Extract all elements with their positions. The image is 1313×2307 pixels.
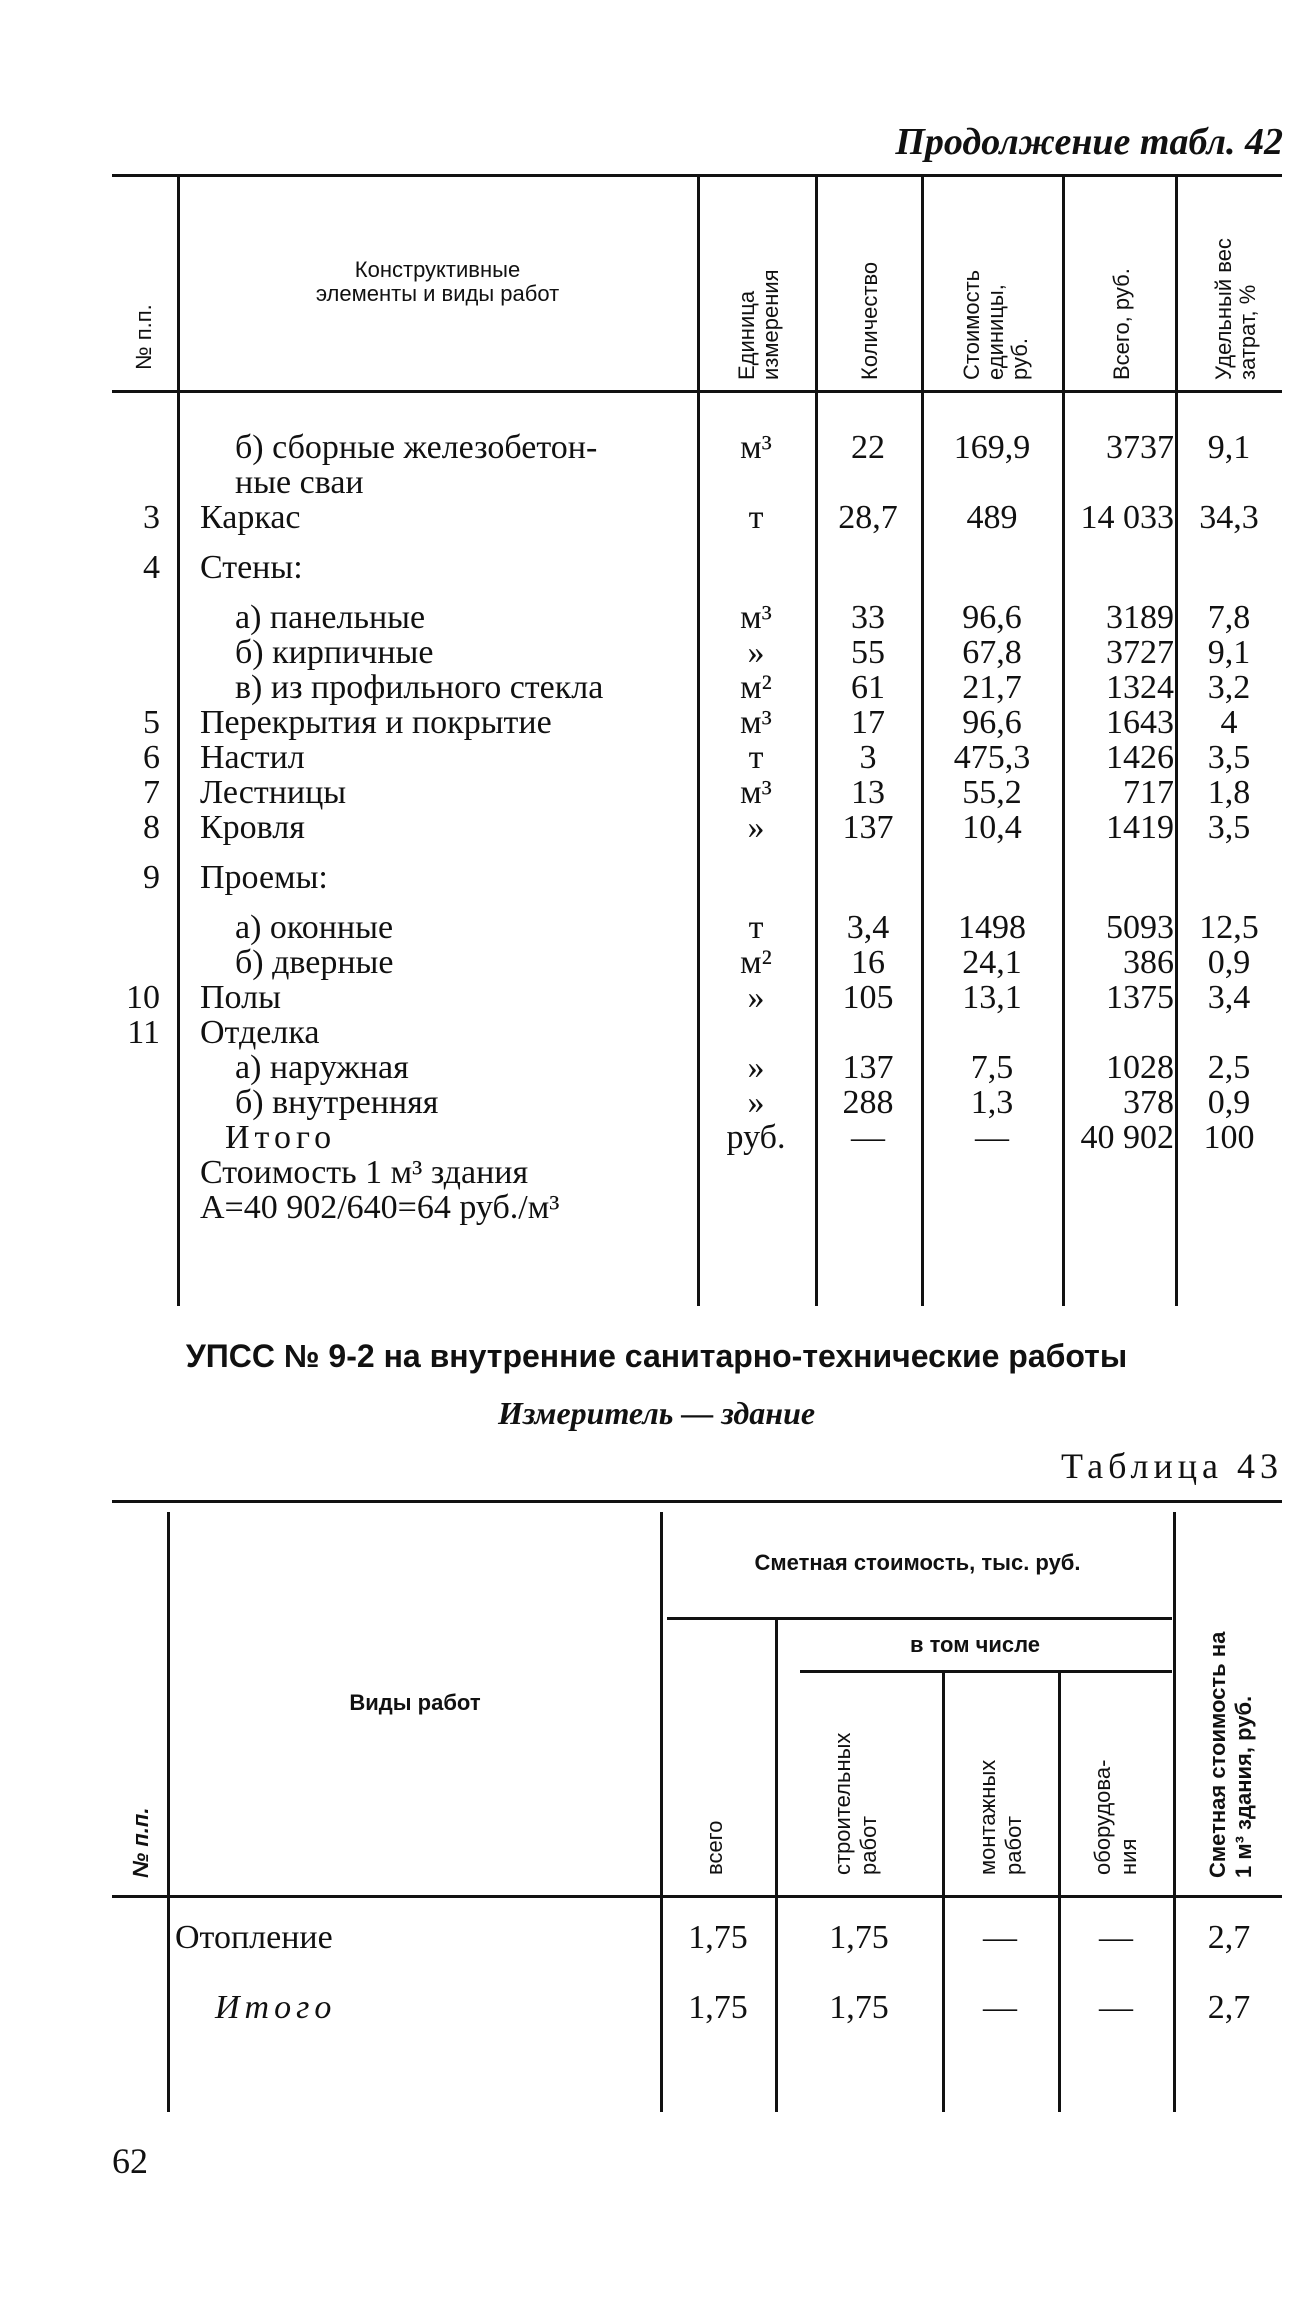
table42-header-cost-line2: единицы, xyxy=(983,284,1008,380)
table42-header-share xyxy=(1212,238,1260,380)
table42-header-cost xyxy=(960,270,1032,380)
table42-cell-share: 0,9 xyxy=(1207,944,1251,981)
table42-header-unit xyxy=(735,269,783,380)
table42-cell-unit: » xyxy=(747,809,765,846)
table42-cell-share: 1,8 xyxy=(1207,774,1251,811)
table42-cell-cost: 96,6 xyxy=(962,704,1022,741)
table42-cell-unit: т xyxy=(748,499,764,536)
table42-cell-unit: м³ xyxy=(740,429,772,466)
table43-header-construction-line2: работ xyxy=(856,1816,881,1875)
table43-col-divider xyxy=(775,1619,778,2112)
table42-cell-unit: руб. xyxy=(726,1119,786,1156)
table42-col-divider xyxy=(177,176,180,1306)
table42-cell-num: 7 xyxy=(143,774,160,811)
table42-cell-cost: — xyxy=(975,1119,1009,1156)
table42-cell-name: Кровля xyxy=(200,809,305,846)
table42-cell-unit: м³ xyxy=(740,704,772,741)
table42-cell-cost: 96,6 xyxy=(962,599,1022,636)
table42-cell-name: б) дверные xyxy=(235,944,394,981)
table42-cell-cost: 24,1 xyxy=(962,944,1022,981)
table42-cell-name: Стены: xyxy=(200,549,303,586)
table42-cell-total: 1375 xyxy=(1106,979,1174,1016)
table42-cell-total: 3727 xyxy=(1106,634,1174,671)
table42-cell-qty: 13 xyxy=(851,774,885,811)
table43-header-per-m3-line2: 1 м³ здания, руб. xyxy=(1231,1695,1256,1878)
table42-cell-qty: 3 xyxy=(859,739,877,776)
table42-cell-qty: 137 xyxy=(842,809,894,846)
table42-cell-share: 9,1 xyxy=(1207,429,1251,466)
table42-cell-name: А=40 902/640=64 руб./м³ xyxy=(200,1189,560,1226)
table43-top-rule xyxy=(112,1500,1282,1503)
table43-header-equipment-line2: ния xyxy=(1116,1838,1141,1875)
table43-header-rule xyxy=(112,1895,1282,1898)
table42-cell-share: 3,5 xyxy=(1207,809,1251,846)
table42-cell-name: б) кирпичные xyxy=(235,634,434,671)
table42-cell-share: 34,3 xyxy=(1199,499,1259,536)
table42-cell-cost: 13,1 xyxy=(962,979,1022,1016)
table43-header-installation-line1: монтажных xyxy=(975,1759,1000,1875)
table42-cell-total: 1324 xyxy=(1106,669,1174,706)
table42-cell-total: 1426 xyxy=(1106,739,1174,776)
table42-cell-cost: 1498 xyxy=(958,909,1026,946)
table42-header-element-line2: элементы и виды работ xyxy=(315,281,560,306)
table42-cell-name: Настил xyxy=(200,739,305,776)
table42-cell-share: 2,5 xyxy=(1207,1049,1251,1086)
table43-cell-installation: — xyxy=(983,1919,1017,1956)
table42-cell-total: 14 033 xyxy=(1080,499,1174,536)
table43-header-installation xyxy=(975,1760,1027,1875)
section-subtitle: Измеритель — здание xyxy=(497,1395,816,1431)
table42-cell-cost: 67,8 xyxy=(962,634,1022,671)
table42-cell-cost: 55,2 xyxy=(962,774,1022,811)
table42-cell-total: 717 xyxy=(1123,774,1174,811)
table42-cell-unit: м³ xyxy=(740,599,772,636)
table42-cell-total: 3189 xyxy=(1106,599,1174,636)
table42-cell-name: а) оконные xyxy=(235,909,394,946)
table43-header-num: № п.п. xyxy=(128,1807,153,1878)
table42-header-element xyxy=(185,258,690,306)
table42-cell-qty: 22 xyxy=(851,429,885,466)
table42-cell-unit: т xyxy=(748,739,764,776)
table42-cell-share: 3,5 xyxy=(1207,739,1251,776)
table42-cell-qty: 17 xyxy=(851,704,885,741)
table42-cell-num: 11 xyxy=(127,1014,160,1051)
table43-header-construction xyxy=(830,1733,882,1875)
table43-cell-per_m3: 2,7 xyxy=(1207,1919,1251,1956)
table-continuation-caption: Продолжение табл. 42 xyxy=(895,121,1283,163)
table43-cell-all: 1,75 xyxy=(688,1919,748,1956)
table42-cell-qty: 105 xyxy=(842,979,894,1016)
table42-cell-qty: 28,7 xyxy=(838,499,898,536)
table43-label: Таблица 43 xyxy=(1061,1446,1283,1486)
table43-cell-all: 1,75 xyxy=(688,1989,748,2026)
page-number: 62 xyxy=(112,2141,148,2181)
table42-cell-unit: » xyxy=(747,1084,765,1121)
table42-cell-name: Проемы: xyxy=(200,859,328,896)
table42-cell-share: 3,4 xyxy=(1207,979,1251,1016)
table42-cell-share: 7,8 xyxy=(1207,599,1251,636)
table42-header-unit-line1: Единица xyxy=(734,290,759,380)
table42-cell-share: 3,2 xyxy=(1207,669,1251,706)
section-title: УПСС № 9-2 на внутренние санитарно-технические работы xyxy=(185,1338,1128,1374)
table42-cell-qty: — xyxy=(851,1119,885,1156)
table42-header-cost-line1: Стоимость xyxy=(959,269,984,380)
table42-cell-total: 1419 xyxy=(1106,809,1174,846)
table43-header-per-m3-line1: Сметная стоимость на xyxy=(1205,1631,1230,1878)
table43-cell-construction: 1,75 xyxy=(829,1919,889,1956)
table43-cell-name: Итого xyxy=(215,1989,337,2026)
table42-cell-share: 9,1 xyxy=(1207,634,1251,671)
table42-cell-cost: 7,5 xyxy=(970,1049,1014,1086)
table42-cell-name: Стоимость 1 м³ здания xyxy=(200,1154,529,1191)
table42-cell-name: Каркас xyxy=(200,499,301,536)
table43-header-all: всего xyxy=(702,1820,727,1875)
table42-cell-total: 1643 xyxy=(1106,704,1174,741)
table42-header-unit-line2: измерения xyxy=(758,269,783,380)
table42-cell-qty: 33 xyxy=(851,599,885,636)
table42-cell-name: а) наружная xyxy=(235,1049,409,1086)
table42-cell-share: 12,5 xyxy=(1199,909,1259,946)
table42-cell-unit: » xyxy=(747,1049,765,1086)
table42-cell-name: Полы xyxy=(200,979,281,1016)
table42-header-cost-line3: руб. xyxy=(1007,338,1032,380)
table42-cell-name: ные сваи xyxy=(235,464,364,501)
table42-cell-name: б) внутренняя xyxy=(235,1084,439,1121)
table43-col-divider xyxy=(1058,1672,1061,2112)
table42-header-element-line1: Конструктивные xyxy=(354,257,521,282)
table42-cell-num: 5 xyxy=(143,704,160,741)
table43-cell-installation: — xyxy=(983,1989,1017,2026)
table43-header-works: Виды работ xyxy=(349,1690,481,1715)
table42-cell-unit: т xyxy=(748,909,764,946)
table42-cell-num: 10 xyxy=(126,979,160,1016)
table43-header-installation-line2: работ xyxy=(1001,1816,1026,1875)
table43-cell-equipment: — xyxy=(1099,1919,1133,1956)
table42-cell-num: 3 xyxy=(143,499,160,536)
table42-cell-cost: 489 xyxy=(966,499,1018,536)
table43-col-divider xyxy=(942,1672,945,2112)
table42-cell-name: Итого xyxy=(225,1119,337,1156)
table42-cell-qty: 137 xyxy=(842,1049,894,1086)
table43-cell-equipment: — xyxy=(1099,1989,1133,2026)
table42-cell-qty: 3,4 xyxy=(846,909,890,946)
table42-cell-qty: 16 xyxy=(851,944,885,981)
table43-cell-name: Отопление xyxy=(175,1919,333,1956)
table42-cell-cost: 1,3 xyxy=(970,1084,1014,1121)
table42-cell-total: 1028 xyxy=(1106,1049,1174,1086)
table43-header-equipment xyxy=(1090,1760,1142,1875)
table43-col-divider xyxy=(167,1512,170,2112)
table42-header-share-line1: Удельный вес xyxy=(1211,238,1236,380)
table42-cell-qty: 55 xyxy=(851,634,885,671)
table42-cell-name: в) из профильного стекла xyxy=(235,669,604,706)
table42-cell-name: б) сборные железобетон- xyxy=(235,429,598,466)
table43-header-construction-line1: строительных xyxy=(830,1732,855,1875)
table43-header-including: в том числе xyxy=(909,1632,1041,1657)
table42-header-num: № п.п. xyxy=(131,304,156,370)
table42-cell-unit: м³ xyxy=(740,774,772,811)
table42-cell-name: а) панельные xyxy=(235,599,426,636)
table42-header-qty: Количество xyxy=(857,261,882,380)
table42-cell-num: 8 xyxy=(143,809,160,846)
table43-estimate-rule xyxy=(667,1617,1172,1620)
table42-header-share-line2: затрат, % xyxy=(1235,284,1260,380)
table42-cell-cost: 21,7 xyxy=(962,669,1022,706)
table42-cell-cost: 169,9 xyxy=(953,429,1031,466)
table42-cell-name: Лестницы xyxy=(200,774,347,811)
table42-cell-num: 4 xyxy=(143,549,160,586)
table43-header-equipment-line1: оборудова- xyxy=(1090,1759,1115,1875)
table42-cell-name: Отделка xyxy=(200,1014,320,1051)
table42-cell-cost: 475,3 xyxy=(953,739,1031,776)
table42-cell-unit: м² xyxy=(740,669,772,706)
table42-header-total: Всего, руб. xyxy=(1109,268,1134,380)
table42-cell-unit: » xyxy=(747,979,765,1016)
table43-including-rule xyxy=(800,1670,1172,1673)
table42-cell-name: Перекрытия и покрытие xyxy=(200,704,552,741)
table42-cell-unit: » xyxy=(747,634,765,671)
table42-cell-cost: 10,4 xyxy=(962,809,1022,846)
table42-cell-total: 378 xyxy=(1123,1084,1174,1121)
table42-cell-total: 386 xyxy=(1123,944,1174,981)
table42-cell-unit: м² xyxy=(740,944,772,981)
table42-cell-share: 100 xyxy=(1203,1119,1255,1156)
table43-cell-per_m3: 2,7 xyxy=(1207,1989,1251,2026)
table43-cell-construction: 1,75 xyxy=(829,1989,889,2026)
table42-cell-qty: 288 xyxy=(842,1084,894,1121)
table42-cell-num: 9 xyxy=(143,859,160,896)
table42-cell-share: 4 xyxy=(1220,704,1238,741)
table42-cell-total: 5093 xyxy=(1106,909,1174,946)
table42-cell-total: 40 902 xyxy=(1080,1119,1174,1156)
table43-header-estimate: Сметная стоимость, тыс. руб. xyxy=(754,1550,1081,1575)
table42-cell-qty: 61 xyxy=(851,669,885,706)
table42-cell-total: 3737 xyxy=(1106,429,1174,466)
table42-cell-share: 0,9 xyxy=(1207,1084,1251,1121)
table42-cell-num: 6 xyxy=(143,739,160,776)
table43-header-per-m3 xyxy=(1205,1632,1257,1878)
